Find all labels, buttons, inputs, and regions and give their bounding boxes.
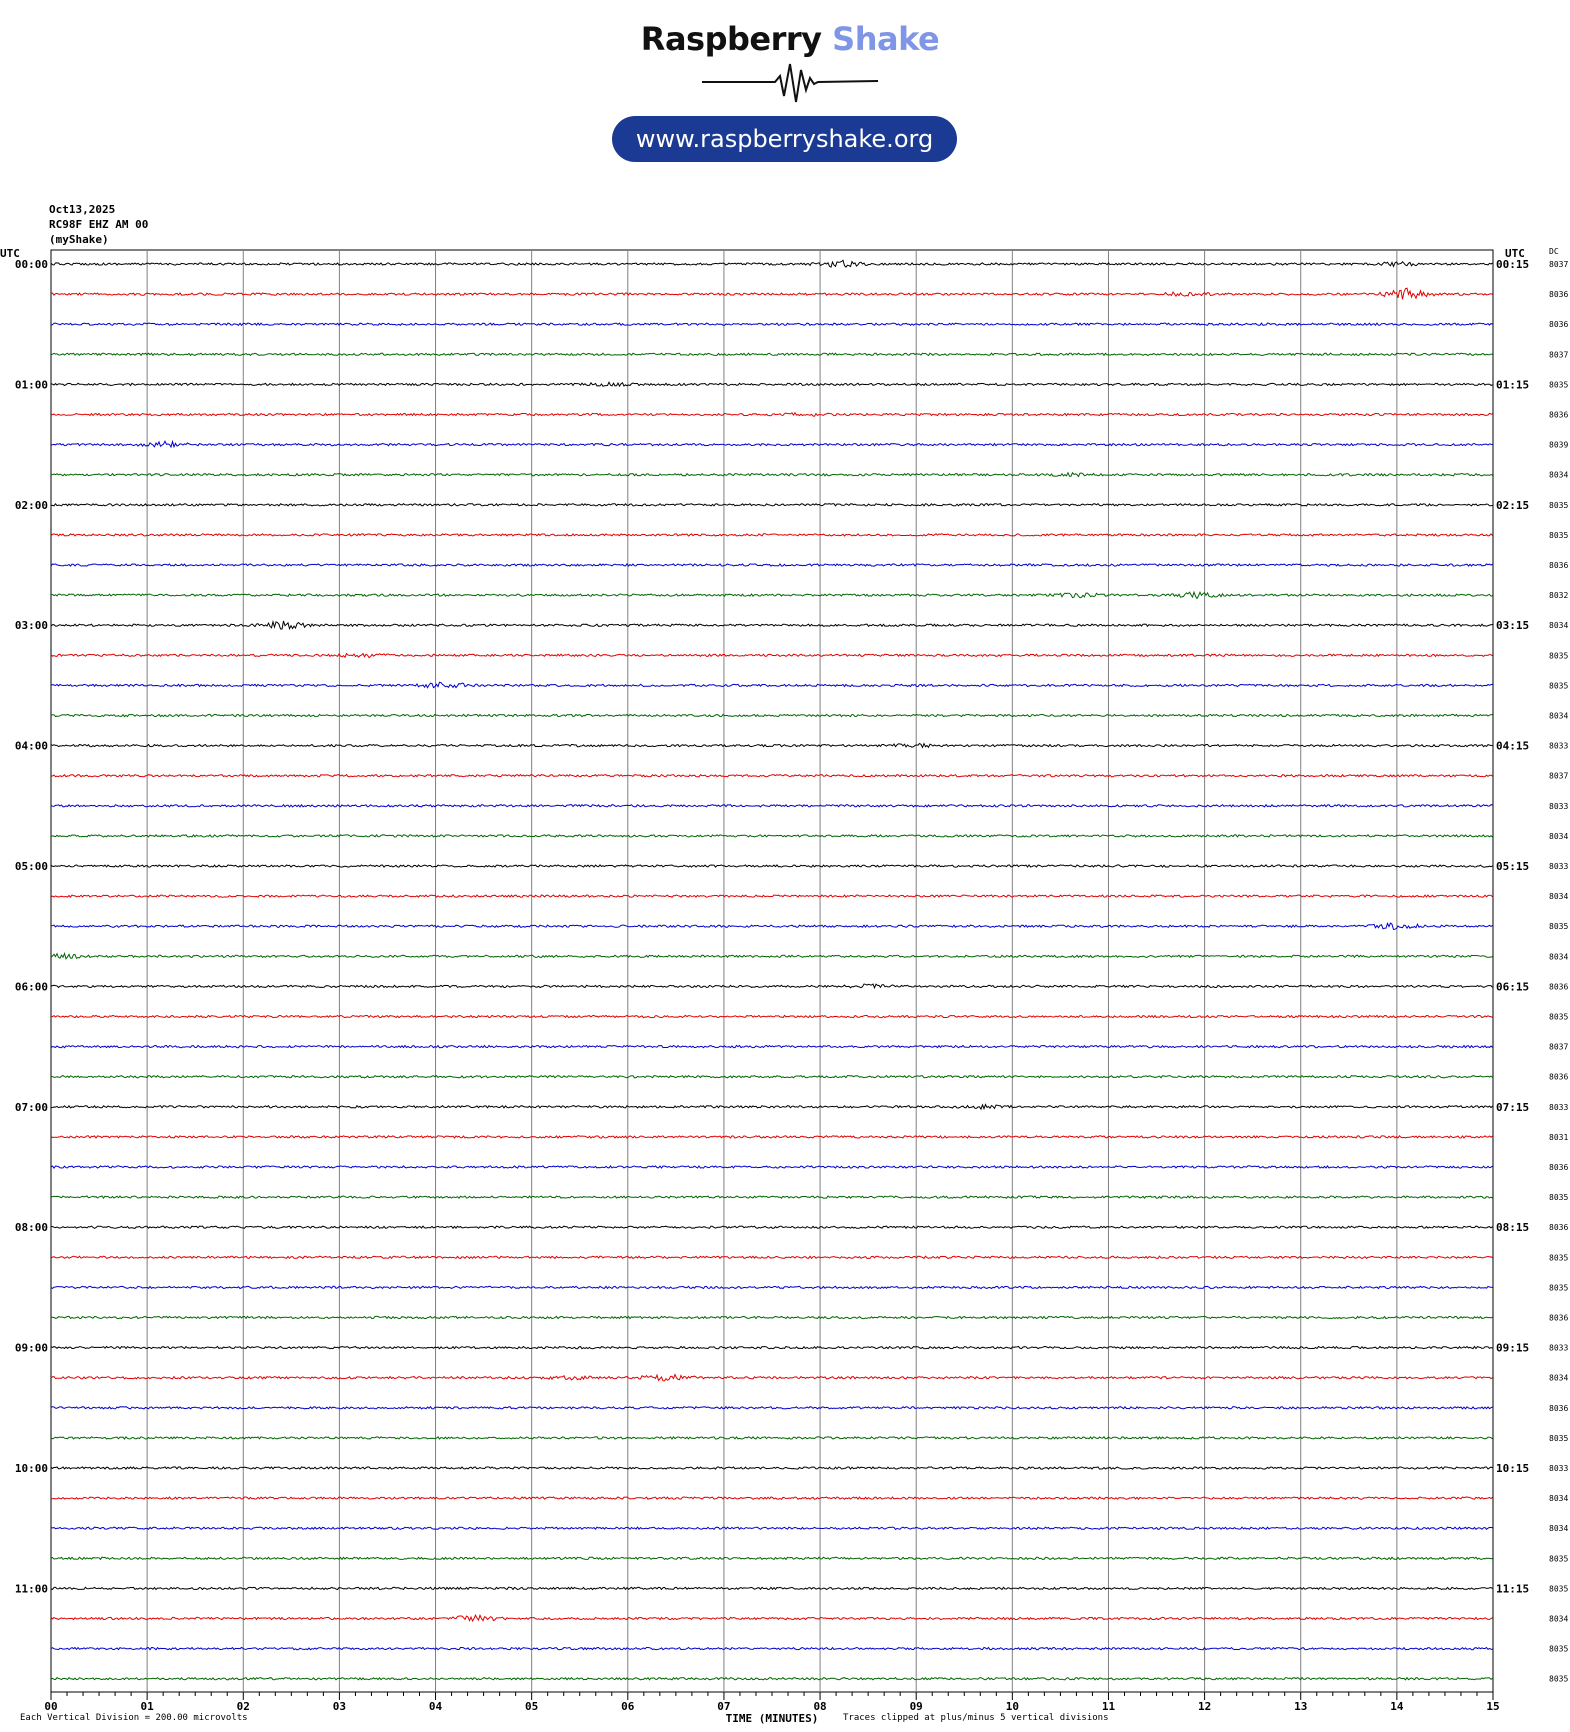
left-time-label-00:00: 00:00 [14, 258, 48, 271]
dc-value-row-9: 8035 [1549, 530, 1569, 540]
left-time-label-10:00: 10:00 [14, 1462, 48, 1475]
trace-row-11 [51, 592, 1493, 598]
trace-row-46 [51, 1648, 1493, 1650]
right-time-label-09:15: 09:15 [1496, 1341, 1530, 1355]
x-tick-label-03: 03 [332, 1700, 347, 1713]
dc-value-row-19: 8034 [1549, 831, 1569, 841]
trace-row-1 [51, 288, 1493, 299]
right-time-label-08:15: 08:15 [1496, 1221, 1530, 1235]
x-tick-label-15: 15 [1486, 1700, 1500, 1713]
left-time-label-04:00: 04:00 [14, 739, 48, 753]
plot-date: Oct13,2025 [49, 203, 116, 216]
trace-row-4 [51, 382, 1493, 386]
x-tick-label-13: 13 [1294, 1700, 1308, 1713]
website-url-badge[interactable]: www.raspberryshake.org [612, 116, 957, 162]
dc-value-row-36: 8033 [1549, 1343, 1569, 1353]
left-time-label-11:00: 11:00 [14, 1582, 48, 1596]
dc-value-row-8: 8035 [1549, 500, 1569, 510]
dc-value-row-42: 8034 [1549, 1524, 1569, 1534]
right-time-label-06:15: 06:15 [1496, 980, 1530, 994]
x-tick-label-09: 09 [909, 1700, 923, 1713]
x-tick-label-05: 05 [525, 1700, 539, 1713]
left-time-label-01:00: 01:00 [14, 378, 48, 392]
trace-row-38 [51, 1407, 1493, 1409]
right-time-label-00:15: 00:15 [1496, 258, 1530, 271]
trace-row-27 [51, 1076, 1493, 1078]
x-tick-label-04: 04 [428, 1700, 443, 1713]
dc-value-row-41: 8034 [1549, 1494, 1569, 1504]
trace-row-29 [51, 1136, 1493, 1138]
trace-row-23 [51, 954, 1493, 959]
dc-value-row-38: 8036 [1549, 1403, 1569, 1413]
x-tick-label-00: 00 [44, 1700, 58, 1713]
trace-row-36 [51, 1347, 1493, 1349]
x-tick-label-07: 07 [717, 1700, 731, 1713]
dc-value-row-17: 8037 [1549, 771, 1569, 781]
trace-row-16 [51, 744, 1493, 748]
trace-row-3 [51, 353, 1493, 355]
left-time-label-06:00: 06:00 [14, 980, 48, 994]
dc-value-row-16: 8033 [1549, 741, 1569, 751]
trace-row-45 [51, 1615, 1493, 1621]
dc-value-row-14: 8035 [1549, 681, 1569, 691]
right-utc-label: UTC [1505, 247, 1525, 260]
trace-row-31 [51, 1196, 1493, 1198]
dc-value-row-0: 8037 [1549, 260, 1569, 269]
dc-value-row-11: 8032 [1549, 591, 1569, 601]
dc-value-row-2: 8036 [1549, 320, 1569, 330]
brand-word-shake: Shake [832, 20, 940, 58]
station-id: RC98F EHZ AM 00 [49, 218, 149, 231]
trace-row-13 [51, 654, 1493, 658]
trace-row-12 [51, 621, 1493, 629]
left-time-label-05:00: 05:00 [14, 860, 48, 873]
dc-value-row-22: 8035 [1549, 922, 1569, 932]
trace-row-7 [51, 473, 1493, 477]
trace-row-10 [51, 564, 1493, 566]
dc-value-row-33: 8035 [1549, 1253, 1569, 1263]
trace-row-19 [51, 835, 1493, 837]
dc-value-row-10: 8036 [1549, 561, 1569, 570]
trace-row-28 [51, 1105, 1493, 1110]
brand-word-raspberry: Raspberry [640, 20, 822, 58]
right-time-label-05:15: 05:15 [1496, 860, 1530, 873]
trace-row-0 [51, 260, 1493, 267]
trace-row-17 [51, 775, 1493, 777]
trace-row-6 [51, 441, 1493, 447]
trace-row-2 [51, 323, 1493, 325]
dc-value-row-31: 8035 [1549, 1193, 1569, 1203]
trace-row-20 [51, 865, 1493, 867]
left-utc-label: UTC [0, 247, 20, 260]
x-tick-label-06: 06 [621, 1700, 635, 1713]
trace-row-47 [51, 1678, 1493, 1680]
right-time-label-11:15: 11:15 [1496, 1582, 1530, 1596]
trace-row-33 [51, 1256, 1493, 1258]
trace-row-15 [51, 714, 1493, 716]
right-time-label-01:15: 01:15 [1496, 378, 1530, 392]
dc-value-row-4: 8035 [1549, 380, 1569, 390]
trace-row-30 [51, 1166, 1493, 1168]
trace-row-37 [51, 1375, 1493, 1381]
dc-value-row-18: 8033 [1549, 801, 1569, 811]
dc-value-row-21: 8034 [1549, 892, 1569, 902]
left-time-label-08:00: 08:00 [14, 1221, 48, 1235]
dc-value-row-12: 8034 [1549, 621, 1569, 631]
trace-row-26 [51, 1046, 1493, 1048]
trace-row-44 [51, 1587, 1493, 1589]
dc-value-row-23: 8034 [1549, 952, 1569, 962]
x-tick-label-11: 11 [1101, 1700, 1116, 1713]
dc-value-row-32: 8036 [1549, 1223, 1569, 1233]
trace-row-5 [51, 413, 1493, 417]
dc-value-row-20: 8033 [1549, 862, 1569, 871]
trace-row-22 [51, 923, 1493, 929]
dc-value-row-47: 8035 [1549, 1674, 1569, 1684]
dc-value-row-24: 8036 [1549, 982, 1569, 992]
trace-row-25 [51, 1015, 1493, 1017]
x-tick-label-01: 01 [140, 1700, 154, 1713]
left-time-label-03:00: 03:00 [14, 619, 48, 633]
x-tick-label-14: 14 [1390, 1700, 1404, 1713]
dc-value-row-3: 8037 [1549, 350, 1569, 360]
dc-value-row-25: 8035 [1549, 1012, 1569, 1022]
trace-row-21 [51, 895, 1493, 897]
trace-row-43 [51, 1557, 1493, 1559]
trace-row-35 [51, 1316, 1493, 1318]
right-time-label-07:15: 07:15 [1496, 1100, 1530, 1114]
dc-value-row-7: 8034 [1549, 470, 1569, 480]
dc-value-row-15: 8034 [1549, 711, 1569, 721]
trace-row-14 [51, 682, 1493, 688]
dc-label: DC [1549, 247, 1559, 256]
dc-value-row-28: 8033 [1549, 1102, 1569, 1112]
dc-value-row-30: 8036 [1549, 1163, 1569, 1172]
dc-value-row-45: 8034 [1549, 1614, 1569, 1624]
trace-row-9 [51, 534, 1493, 536]
dc-value-row-43: 8035 [1549, 1554, 1569, 1564]
dc-value-row-13: 8035 [1549, 651, 1569, 661]
trace-row-42 [51, 1527, 1493, 1529]
left-time-label-09:00: 09:00 [14, 1341, 48, 1355]
dc-value-row-5: 8036 [1549, 410, 1569, 420]
dc-value-row-40: 8033 [1549, 1464, 1569, 1473]
dc-value-row-6: 8039 [1549, 440, 1569, 450]
clip-note: Traces clipped at plus/minus 5 vertical divisions [843, 1713, 1109, 1723]
dc-value-row-35: 8036 [1549, 1313, 1569, 1323]
dc-value-row-29: 8031 [1549, 1132, 1569, 1142]
dc-value-row-39: 8035 [1549, 1433, 1569, 1443]
trace-row-8 [51, 504, 1493, 506]
trace-row-18 [51, 805, 1493, 807]
plot-frame [51, 250, 1493, 1692]
dc-value-row-46: 8035 [1549, 1644, 1569, 1654]
trace-row-40 [51, 1467, 1493, 1469]
x-tick-label-08: 08 [813, 1700, 827, 1713]
dc-value-row-34: 8035 [1549, 1283, 1569, 1293]
x-tick-label-02: 02 [236, 1700, 250, 1713]
dc-value-row-1: 8036 [1549, 290, 1569, 300]
division-note: Each Vertical Division = 200.00 microvolts [20, 1713, 248, 1723]
trace-row-39 [51, 1437, 1493, 1439]
x-tick-label-12: 12 [1197, 1700, 1212, 1713]
left-time-label-02:00: 02:00 [14, 498, 48, 512]
x-axis-label: TIME (MINUTES) [725, 1712, 819, 1725]
station-owner: (myShake) [49, 233, 109, 246]
trace-row-41 [51, 1497, 1493, 1499]
right-time-label-04:15: 04:15 [1496, 739, 1530, 753]
right-time-label-10:15: 10:15 [1496, 1462, 1530, 1475]
left-time-label-07:00: 07:00 [14, 1100, 48, 1114]
dc-value-row-37: 8034 [1549, 1373, 1569, 1383]
dc-value-row-27: 8036 [1549, 1072, 1569, 1082]
dc-value-row-44: 8035 [1549, 1584, 1569, 1594]
right-time-label-03:15: 03:15 [1496, 619, 1530, 633]
trace-row-34 [51, 1286, 1493, 1288]
x-tick-label-10: 10 [1005, 1700, 1019, 1713]
trace-row-32 [51, 1226, 1493, 1228]
right-time-label-02:15: 02:15 [1496, 498, 1530, 512]
dc-value-row-26: 8037 [1549, 1042, 1569, 1052]
trace-row-24 [51, 984, 1493, 988]
